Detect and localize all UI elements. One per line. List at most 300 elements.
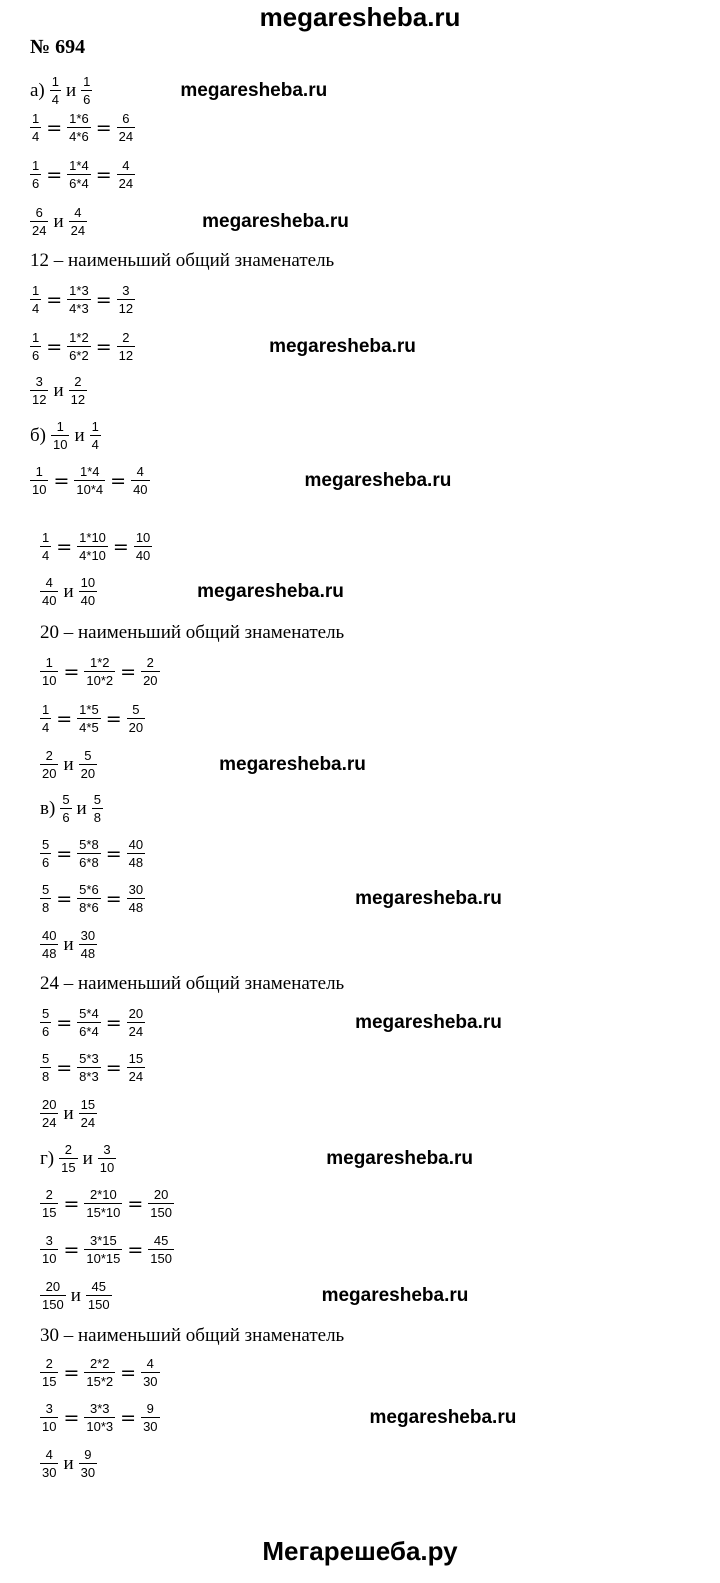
fraction [98,1142,116,1175]
fraction-bar [40,1463,58,1464]
fraction-bar [127,718,145,719]
fraction-denominator: 12 [32,392,47,407]
fraction-numerator: 40 [128,837,144,852]
fraction-numerator: 30 [128,882,144,897]
fraction-numerator: 15 [80,1097,96,1112]
solution-line [40,928,97,961]
watermark: megaresheba.ru [355,887,502,909]
fraction-denominator: 10*2 [86,673,114,688]
fraction-bar [67,174,91,175]
solution-line [40,1142,473,1175]
equals-sign: = [95,288,112,311]
fraction-denominator: 48 [128,855,144,870]
fraction-numerator: 1 [56,419,64,434]
fraction-numerator: 45 [91,1279,106,1294]
fraction [30,158,41,191]
text: и [53,210,64,232]
text: 24 – наименьший общий знаменатель [40,973,345,994]
fraction [40,702,51,735]
fraction-bar [40,1372,58,1373]
fraction-denominator: 20 [80,766,96,781]
fraction [117,158,135,191]
fraction-numerator: 3*3 [90,1401,110,1416]
fraction-denominator: 4 [32,301,40,316]
equals-sign: = [56,535,73,558]
fraction-denominator: 24 [128,1024,144,1039]
solution-line [40,882,502,915]
fraction-numerator: 1 [32,283,40,298]
fraction-bar [40,944,58,945]
fraction-numerator: 1 [32,111,40,126]
fraction-bar [30,346,41,347]
fraction-bar [30,127,41,128]
fraction-bar [148,1203,174,1204]
fraction-denominator: 48 [128,900,144,915]
fraction-denominator: 6*2 [69,348,89,363]
fraction [127,837,145,870]
solution-line [40,1097,97,1130]
fraction [30,283,41,316]
fraction-numerator: 20 [42,1097,57,1112]
fraction-bar [51,435,69,436]
fraction [134,530,152,563]
solution-line [40,1279,468,1312]
fraction-numerator: 1*10 [79,530,106,545]
solution-line [30,330,416,363]
fraction-denominator: 6*4 [79,1024,99,1039]
fraction-bar [92,808,103,809]
fraction-bar [67,299,91,300]
fraction-bar [98,1158,116,1159]
fraction-numerator: 1*5 [79,702,99,717]
fraction-bar [30,299,41,300]
text: и [63,753,74,775]
fraction-bar [127,1022,145,1023]
solution-line [30,158,135,191]
fraction-bar [77,898,101,899]
fraction [59,1142,77,1175]
fraction-bar [84,671,115,672]
fraction [40,1187,58,1220]
fraction-bar [117,127,135,128]
fraction-bar [86,1295,112,1296]
equals-sign: = [112,535,129,558]
solution-line [40,622,344,644]
fraction-bar [77,546,108,547]
fraction [148,1187,174,1220]
fraction-denominator: 10*15 [86,1251,121,1266]
fraction-bar [148,1249,174,1250]
fraction-numerator: 1 [45,655,53,670]
solution-line [40,1447,97,1480]
solution-line [40,575,344,608]
equals-sign: = [63,1361,80,1384]
site-header: megaresheba.ru [259,2,461,32]
fraction-denominator: 30 [42,1465,57,1480]
text: и [74,424,85,446]
fraction [77,1051,101,1084]
problem-number: № 694 [30,36,86,58]
fraction [84,1187,122,1220]
fraction-bar [77,853,101,854]
fraction-bar [40,718,51,719]
fraction-bar [84,1372,115,1373]
fraction [40,530,51,563]
fraction-denominator: 4 [91,437,99,452]
fraction [148,1233,174,1266]
fraction [30,374,48,407]
fraction [40,882,51,915]
fraction [69,374,87,407]
solution-line [30,250,334,272]
fraction [92,792,103,825]
fraction-numerator: 5*8 [79,837,99,852]
text: и [63,580,74,602]
fraction-numerator: 3 [122,283,130,298]
fraction-denominator: 150 [150,1251,172,1266]
fraction-bar [79,1113,97,1114]
fraction-denominator: 6*4 [69,176,89,191]
fraction-numerator: 5 [62,792,70,807]
fraction-denominator: 10*3 [86,1419,114,1434]
solution-line [30,464,451,497]
fraction-bar [30,390,48,391]
fraction [86,1279,112,1312]
fraction [117,283,135,316]
fraction-bar [84,1417,115,1418]
fraction-denominator: 12 [118,348,134,363]
fraction [40,575,58,608]
fraction-bar [117,299,135,300]
fraction-numerator: 5*4 [79,1006,99,1021]
text: и [63,933,74,955]
solution-line [40,1051,145,1084]
watermark: megaresheba.ru [321,1284,469,1306]
solution-line [40,837,145,870]
fraction-denominator: 30 [80,1465,96,1480]
fraction [40,928,58,961]
solution-line [40,1325,344,1347]
fraction-bar [30,480,48,481]
fraction-bar [59,1158,77,1159]
equals-sign: = [105,1011,122,1034]
text: и [70,1284,81,1306]
solution-line [30,419,101,452]
fraction-denominator: 4*10 [79,548,106,563]
text: и [63,1102,74,1124]
solution-line [40,748,366,781]
fraction-bar [127,1067,145,1068]
equals-sign: = [105,1056,122,1079]
fraction-bar [69,390,87,391]
fraction-numerator: 9 [146,1401,154,1416]
fraction [79,748,97,781]
fraction-bar [40,1067,51,1068]
fraction-numerator: 5 [132,702,140,717]
fraction-denominator: 4*6 [69,129,89,144]
fraction [30,330,41,363]
fraction [67,283,91,316]
fraction-numerator: 1 [35,464,43,479]
fraction-bar [40,1249,58,1250]
fraction-numerator: 1 [32,158,40,173]
fraction-denominator: 6 [83,92,91,107]
fraction-bar [50,90,61,91]
fraction-bar [69,221,87,222]
fraction-bar [77,1067,101,1068]
fraction-numerator: 45 [153,1233,169,1248]
fraction-bar [79,944,97,945]
fraction [67,330,91,363]
fraction [60,792,71,825]
solution-line [30,374,87,407]
equals-sign: = [127,1192,144,1215]
fraction [51,419,69,452]
solution-line [40,1356,160,1389]
equals-sign: = [120,1406,137,1429]
fraction-numerator: 1*3 [69,283,89,298]
fraction-denominator: 30 [143,1419,158,1434]
fraction-bar [40,591,58,592]
fraction [40,1097,58,1130]
fraction-denominator: 8 [42,900,50,915]
fraction-denominator: 48 [80,946,96,961]
fraction [127,702,145,735]
fraction [84,1356,115,1389]
fraction [40,1233,58,1266]
fraction-denominator: 20 [143,673,158,688]
fraction-denominator: 6 [42,1024,50,1039]
fraction-denominator: 4 [51,92,59,107]
fraction [40,655,58,688]
fraction-numerator: 6 [122,111,130,126]
fraction-bar [131,480,149,481]
fraction-bar [40,546,51,547]
fraction-numerator: 5 [42,837,50,852]
solution-line [40,702,145,735]
fraction-numerator: 15 [128,1051,144,1066]
fraction-bar [117,174,135,175]
watermark: megaresheba.ru [304,469,452,491]
solution-line [40,1187,174,1220]
fraction [67,111,91,144]
fraction-numerator: 1*6 [69,111,89,126]
equals-sign: = [120,660,137,683]
fraction-bar [40,1417,58,1418]
fraction-denominator: 20 [128,720,144,735]
fraction-numerator: 20 [45,1279,61,1294]
fraction-denominator: 40 [80,593,96,608]
fraction-numerator: 3*15 [90,1233,117,1248]
fraction-denominator: 24 [128,1069,144,1084]
site-footer: Мегарешеба.ру [262,1536,458,1566]
fraction [77,1006,101,1039]
fraction-numerator: 10 [80,575,96,590]
fraction-bar [90,435,101,436]
fraction-denominator: 10 [42,1251,57,1266]
text: г) [40,1147,55,1169]
equals-sign: = [46,288,63,311]
fraction-bar [40,671,58,672]
fraction-numerator: 9 [84,1447,92,1462]
equals-sign: = [63,1238,80,1261]
fraction [79,928,97,961]
fraction-denominator: 20 [42,766,57,781]
fraction [40,1356,58,1389]
text: 30 – наименьший общий знаменатель [40,1325,345,1346]
text: и [63,1452,74,1474]
fraction-numerator: 6 [35,205,43,220]
fraction-numerator: 5*6 [79,882,99,897]
fraction-numerator: 10 [135,530,151,545]
text: и [76,797,87,819]
fraction-denominator: 6 [62,810,70,825]
fraction-bar [84,1203,122,1204]
fraction-numerator: 3 [45,1401,53,1416]
solution-line [40,792,103,825]
fraction-denominator: 6 [32,176,40,191]
equals-sign: = [46,116,63,139]
fraction-numerator: 20 [128,1006,144,1021]
fraction-bar [40,1203,58,1204]
fraction-bar [141,671,159,672]
text: 12 – наименьший общий знаменатель [30,250,335,271]
fraction [77,702,101,735]
fraction-numerator: 1*2 [69,330,89,345]
text: 20 – наименьший общий знаменатель [40,622,345,643]
equals-sign: = [56,842,73,865]
fraction-bar [79,591,97,592]
fraction-denominator: 24 [118,176,134,191]
equals-sign: = [105,887,122,910]
solution-line [40,530,152,563]
equals-sign: = [63,660,80,683]
fraction-bar [40,764,58,765]
solution-line [40,1006,502,1039]
fraction-numerator: 2 [74,374,82,389]
fraction [127,1006,145,1039]
fraction-bar [141,1417,159,1418]
fraction-numerator: 3 [103,1142,111,1157]
fraction [127,882,145,915]
fraction-denominator: 8*6 [79,900,99,915]
fraction-bar [40,898,51,899]
fraction-denominator: 10 [42,1419,57,1434]
solution-line [40,655,160,688]
fraction-denominator: 24 [80,1115,96,1130]
fraction-denominator: 150 [42,1297,64,1312]
equals-sign: = [56,707,73,730]
fraction-numerator: 1*4 [80,464,100,479]
equals-sign: = [46,163,63,186]
fraction-denominator: 15*10 [86,1205,121,1220]
fraction-numerator: 5 [84,748,92,763]
fraction-denominator: 24 [118,129,134,144]
fraction [30,111,41,144]
fraction-numerator: 2 [122,330,130,345]
fraction-numerator: 3 [45,1233,53,1248]
fraction [74,464,105,497]
fraction [117,330,135,363]
fraction-numerator: 2 [45,1356,53,1371]
fraction-denominator: 8 [42,1069,50,1084]
fraction [79,575,97,608]
fraction-denominator: 15*2 [86,1374,114,1389]
fraction-numerator: 5 [93,792,101,807]
fraction [40,748,58,781]
fraction-denominator: 10 [32,482,47,497]
fraction-numerator: 5 [42,882,50,897]
fraction-bar [30,221,48,222]
fraction-bar [77,1022,101,1023]
fraction-numerator: 2*10 [90,1187,117,1202]
fraction [84,1233,122,1266]
watermark: megaresheba.ru [202,210,349,232]
equals-sign: = [56,1056,73,1079]
fraction-denominator: 150 [150,1205,172,1220]
fraction-bar [40,853,51,854]
fraction-denominator: 10 [42,673,57,688]
fraction-denominator: 15 [42,1374,57,1389]
solution-line [30,205,349,238]
watermark: megaresheba.ru [355,1011,502,1033]
fraction-numerator: 4 [146,1356,154,1371]
fraction [77,530,108,563]
equals-sign: = [105,842,122,865]
text: б) [30,424,46,446]
solution-line [30,111,135,144]
text: а) [30,79,45,101]
fraction [40,1006,51,1039]
fraction-denominator: 10 [99,1160,115,1175]
fraction-denominator: 48 [42,946,57,961]
fraction-bar [127,898,145,899]
fraction [131,464,149,497]
fraction-numerator: 4 [136,464,144,479]
fraction-bar [134,546,152,547]
fraction-denominator: 12 [118,301,134,316]
fraction [90,419,101,452]
fraction [50,74,61,107]
fraction-bar [40,1113,58,1114]
equals-sign: = [95,163,112,186]
solution-line [40,973,344,995]
fraction-bar [40,1295,66,1296]
fraction-numerator: 3 [35,374,43,389]
fraction-numerator: 2 [64,1142,72,1157]
solution-line [30,74,327,107]
fraction-bar [117,346,135,347]
fraction-denominator: 4*3 [69,301,89,316]
solution-line [40,1401,516,1434]
equals-sign: = [120,1361,137,1384]
fraction [40,1447,58,1480]
equals-sign: = [56,1011,73,1034]
fraction [77,882,101,915]
fraction [79,1097,97,1130]
watermark: megaresheba.ru [180,79,328,101]
text: в) [40,797,56,819]
fraction-denominator: 10 [53,437,68,452]
fraction-bar [127,853,145,854]
fraction-denominator: 8*3 [79,1069,99,1084]
fraction-numerator: 4 [45,1447,53,1462]
text: и [82,1147,93,1169]
fraction-numerator: 1 [91,419,99,434]
fraction [141,1401,159,1434]
fraction-numerator: 4 [74,205,82,220]
equals-sign: = [56,887,73,910]
